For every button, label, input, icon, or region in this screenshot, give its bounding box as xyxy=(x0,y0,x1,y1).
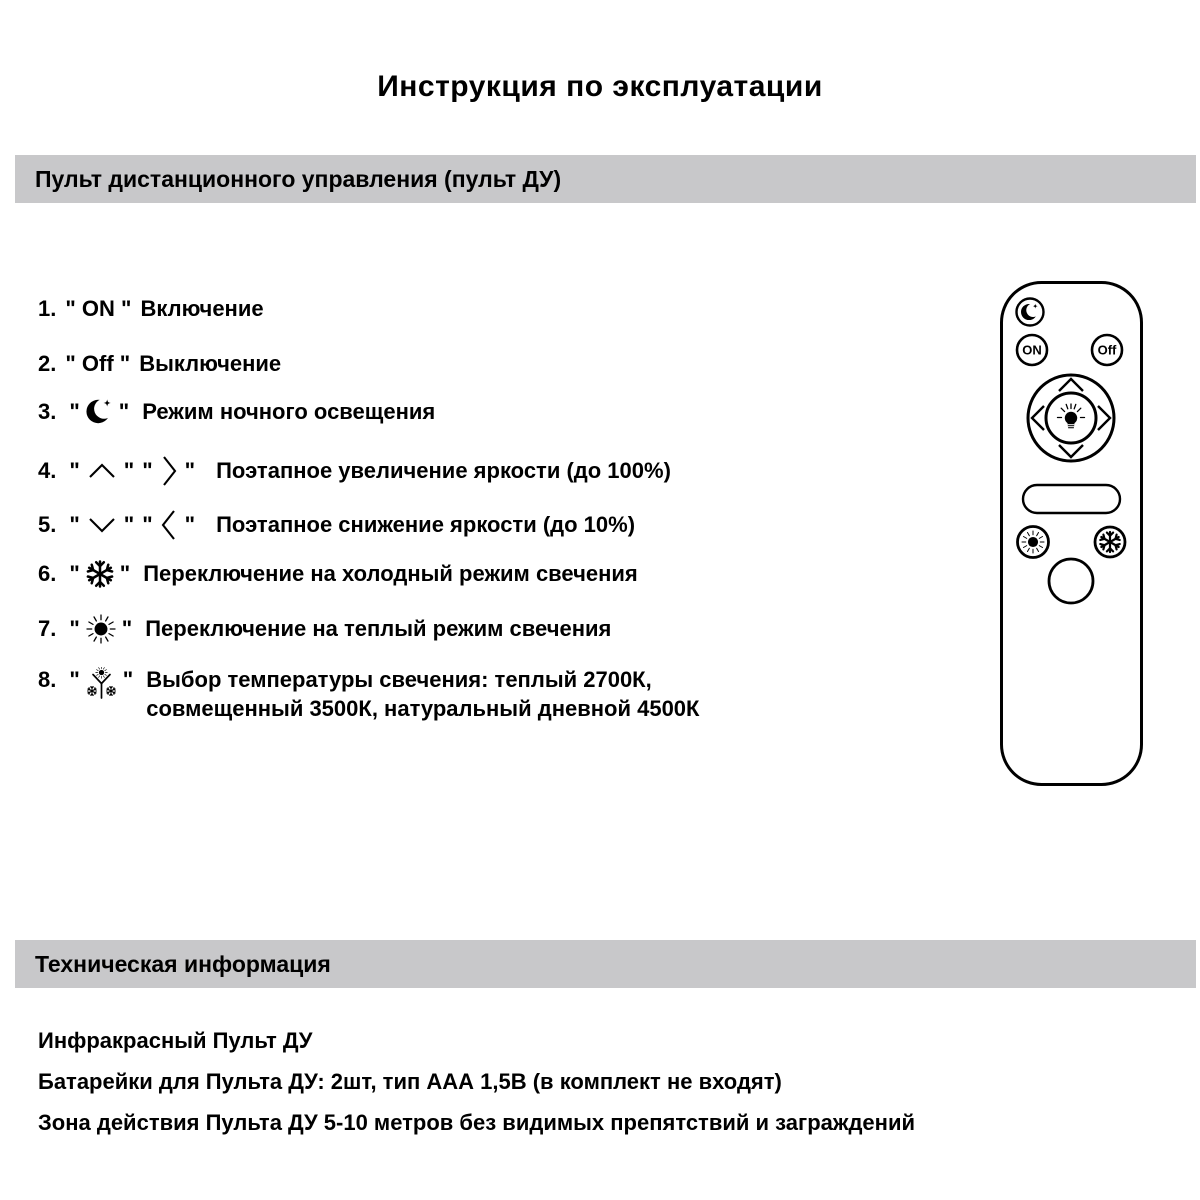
moon-night-mode-icon xyxy=(86,397,113,426)
item-number: 8. xyxy=(38,667,57,692)
item-number: 1. xyxy=(38,296,57,321)
chevron-left-icon xyxy=(159,506,179,544)
chevron-up-icon xyxy=(86,460,118,482)
item-number: 6. xyxy=(38,561,57,586)
off-button-label: Off xyxy=(1097,342,1117,358)
item-button-label: " Off " xyxy=(65,351,131,376)
section-header-tech-text: Техническая информация xyxy=(35,951,331,977)
section-header-remote xyxy=(15,155,1196,203)
list-item-1 xyxy=(38,296,264,322)
tech-info-line-2: Батарейки для Пульта ДУ: 2шт, тип ААА 1,5В (в комплект не входят) xyxy=(38,1069,782,1094)
item-description: Выключение xyxy=(139,351,282,376)
quote-mark: " xyxy=(119,561,131,586)
quote-mark: " xyxy=(121,616,133,641)
quote-mark: " xyxy=(123,512,135,537)
page-title: Инструкция по эксплуатации xyxy=(377,70,823,103)
color-temperature-select-icon xyxy=(86,667,117,704)
quote-mark: " xyxy=(69,667,80,692)
item-description-line1: Выбор температуры свечения: теплый 2700К, xyxy=(146,667,652,692)
snowflake-cold-mode-icon xyxy=(86,560,114,588)
item-number: 2. xyxy=(38,351,57,376)
tech-info-line-3: Зона действия Пульта ДУ 5-10 метров без видимых препятствий и заграждений xyxy=(38,1110,916,1135)
quote-mark: " xyxy=(69,616,80,641)
item-description: Режим ночного освещения xyxy=(142,398,436,424)
item-number: 7. xyxy=(38,616,57,641)
quote-mark: " xyxy=(69,458,80,483)
remote-illustration xyxy=(1000,281,1143,786)
quote-mark: " xyxy=(142,458,153,483)
item-description: Поэтапное увеличение яркости (до 100%) xyxy=(216,458,671,483)
warm-mode-button xyxy=(1018,527,1049,558)
quote-mark: " xyxy=(122,667,134,692)
section-header-remote-text: Пульт дистанционного управления (пульт ДУ) xyxy=(35,166,562,192)
quote-mark: " xyxy=(69,398,80,424)
list-item-7 xyxy=(38,614,611,644)
item-description: Переключение на теплый режим свечения xyxy=(145,616,612,641)
chevron-down-icon xyxy=(86,514,118,536)
pill-blank-button xyxy=(1023,485,1120,513)
chevron-right-icon xyxy=(159,452,179,490)
list-item-8 xyxy=(38,665,699,723)
quote-mark: " xyxy=(118,398,130,424)
item-description: Поэтапное снижение яркости (до 10%) xyxy=(216,512,636,537)
on-button-label: ON xyxy=(1022,342,1042,358)
item-description xyxy=(146,665,699,723)
quote-mark: " xyxy=(184,512,196,537)
list-item-4 xyxy=(38,452,671,490)
quote-mark: " xyxy=(142,512,153,537)
sun-warm-mode-icon xyxy=(86,614,116,644)
list-item-2 xyxy=(38,351,281,377)
item-button-label: " ON " xyxy=(65,296,132,321)
item-number: 3. xyxy=(38,398,57,424)
item-description: Переключение на холодный режим свечения xyxy=(143,561,638,586)
tech-info-line-1: Инфракрасный Пульт ДУ xyxy=(38,1028,313,1053)
item-number: 4. xyxy=(38,458,57,483)
item-description-line2: совмещенный 3500К, натуральный дневной 4500К xyxy=(146,696,700,721)
list-item-5 xyxy=(38,506,635,544)
list-item-6 xyxy=(38,560,638,588)
quote-mark: " xyxy=(69,561,80,586)
section-header-tech xyxy=(15,940,1196,988)
item-number: 5. xyxy=(38,512,57,537)
item-description: Включение xyxy=(140,296,264,321)
quote-mark: " xyxy=(69,512,80,537)
list-item-3 xyxy=(38,397,435,426)
quote-mark: " xyxy=(123,458,135,483)
quote-mark: " xyxy=(184,458,196,483)
